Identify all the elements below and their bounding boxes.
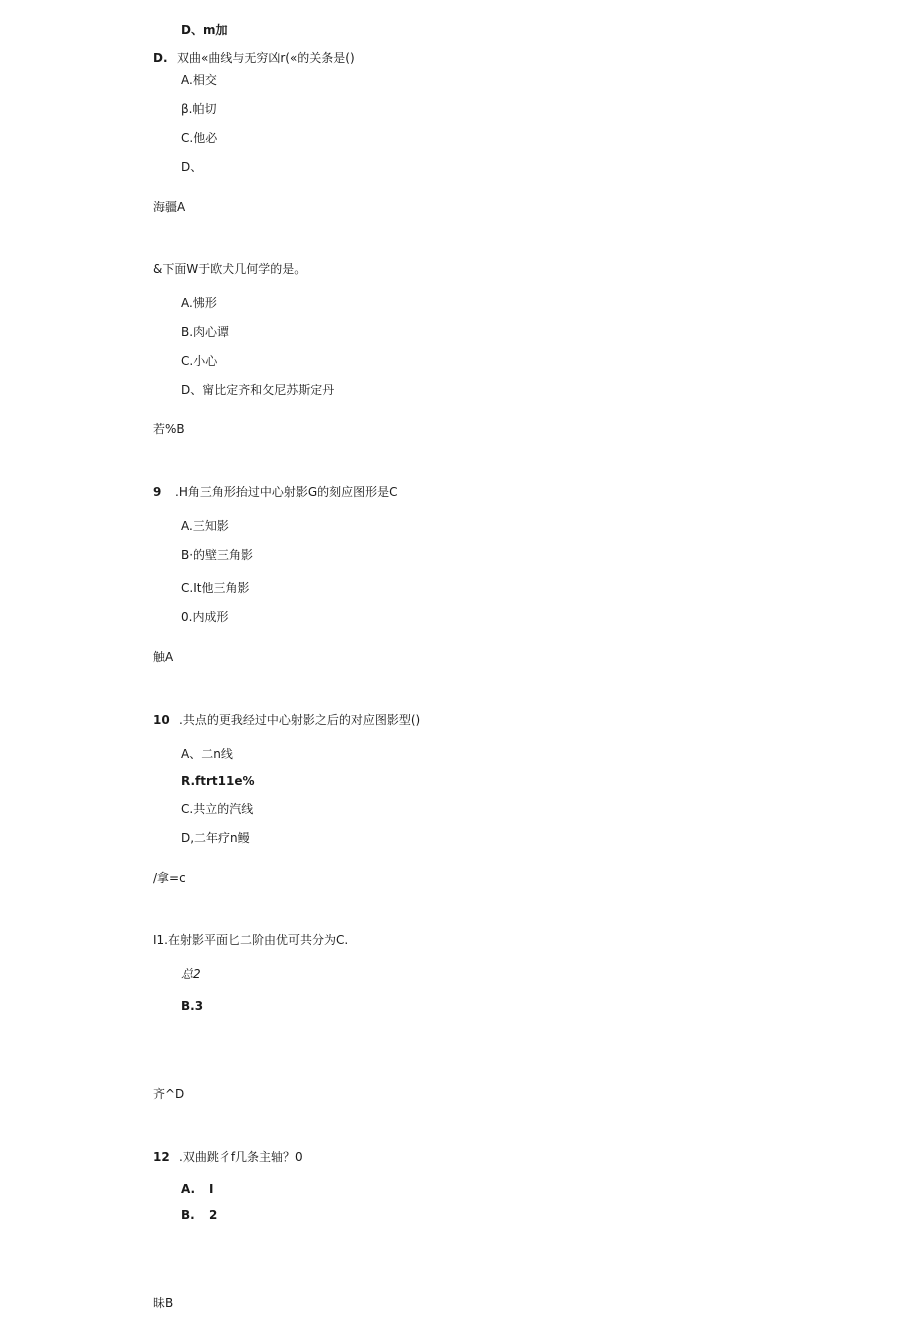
option-c: C.他必 (181, 131, 218, 145)
option-b: B·的壁三角影 (181, 548, 254, 562)
answer: 昧B (153, 1296, 174, 1310)
option-a: A.怫形 (181, 296, 217, 310)
question-number: 9 (153, 485, 162, 499)
question-number: 12 (153, 1150, 170, 1164)
option-a-letter: A. (181, 1182, 196, 1196)
answer: 触A (153, 650, 174, 664)
option-d: D、 (181, 160, 203, 174)
option-c: C.共立的汽线 (181, 802, 254, 816)
option-b: β.帕切 (181, 102, 217, 116)
answer: /拿=c (153, 871, 186, 885)
option-c: C.小心 (181, 354, 218, 368)
option-a: 总2 (181, 967, 201, 981)
option-b-letter: B. (181, 1208, 195, 1222)
option-d: D、甯比定齐和攵尼苏斯定丹 (181, 383, 335, 397)
option-d: D,二年疗n鳗 (181, 831, 250, 845)
question-stem: .H角三角形抬过中心射影G的刻应图形是C (175, 485, 398, 499)
option-b: B.3 (181, 999, 204, 1013)
question-stem: I1.在射影平面匕二阶由优可共分为C. (153, 933, 349, 947)
option-d: 0.内成形 (181, 610, 229, 624)
option-d: D、m加 (181, 23, 228, 37)
answer: 若%B (153, 422, 185, 436)
question-number: D. (153, 51, 168, 65)
option-a: A.三知影 (181, 519, 229, 533)
option-a-value: I (209, 1182, 214, 1196)
option-b-value: 2 (209, 1208, 218, 1222)
question-stem: .共点的更我经过中心射影之后的对应图影型() (179, 713, 421, 727)
answer: 海疆A (153, 200, 186, 214)
question-stem: &下面W于欧犬几何学的是。 (153, 262, 307, 276)
option-a: A、二n线 (181, 747, 233, 761)
option-b: B.肉心谭 (181, 325, 230, 339)
answer: 齐^D (153, 1087, 185, 1101)
question-number: 10 (153, 713, 170, 727)
question-stem: .双曲跳彳f几条主轴？0 (179, 1150, 303, 1164)
option-b: R.ftrt11e% (181, 774, 255, 788)
question-stem: 双曲«曲线与无穷凶r(«的关条是() (177, 51, 355, 65)
option-a: A.相交 (181, 73, 217, 87)
option-c: C.It他三角影 (181, 581, 250, 595)
